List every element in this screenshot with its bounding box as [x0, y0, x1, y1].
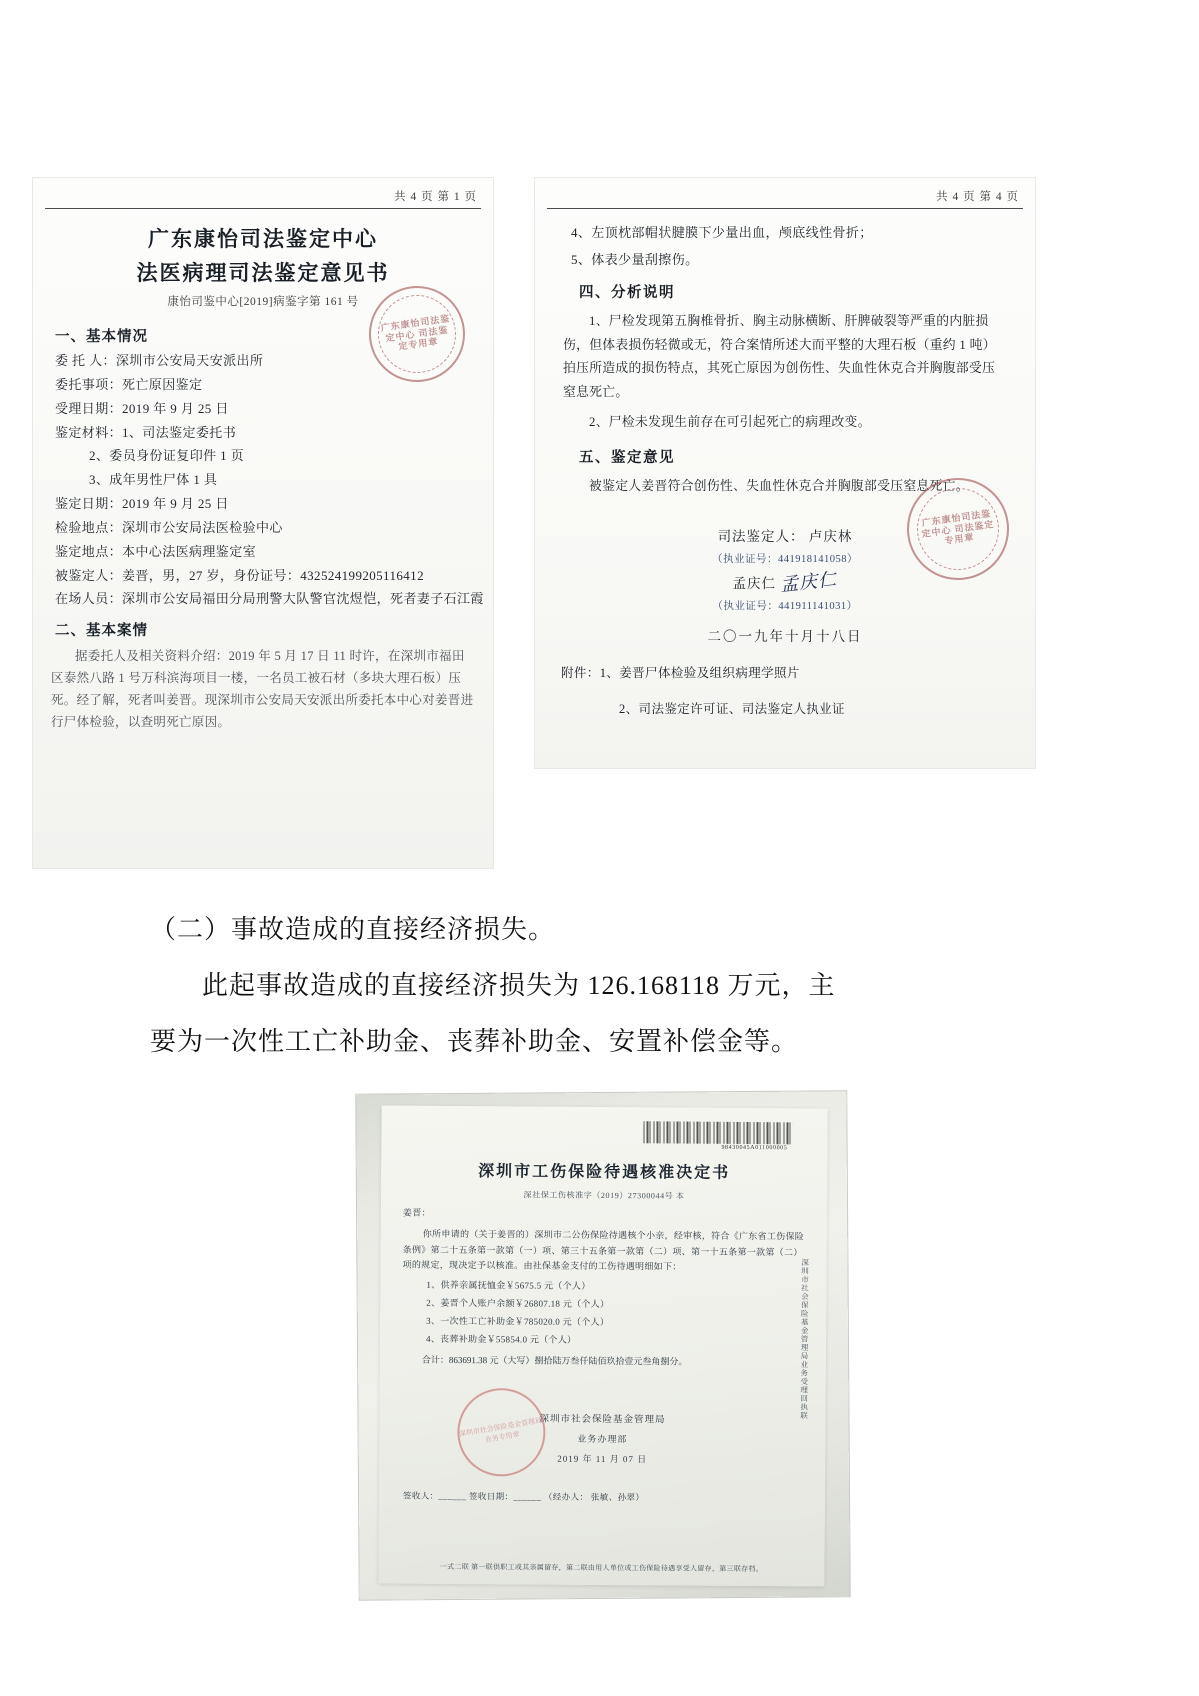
decision-letter-title: 深圳市工伤保险待遇核准决定书	[478, 1163, 731, 1182]
signer-name-2	[535, 568, 1035, 594]
issuing-department: 业务办理部	[577, 1434, 628, 1445]
section-heading-analysis: 四、分析说明	[579, 285, 675, 301]
decision-letter-page	[378, 1105, 827, 1586]
report-title-line2: 法医病理司法鉴定意见书	[136, 261, 390, 285]
social-insurance-seal-icon	[451, 1382, 552, 1483]
report-date: 二〇一九年十月十八日	[707, 629, 863, 645]
benefit-item-1: 1、供养亲属抚恤金￥5675.5 元（个人）	[426, 1279, 591, 1292]
receipt-fields: 签收人：______ 签收日期：______ （经办人： 张敏、孙翠）	[402, 1491, 645, 1503]
case-facts-paragraph: 据委托人及相关资料介绍：2019 年 5 月 17 日 11 时许，在深圳市福田区泰然八路 1 号万科滨海项目一楼，一名员工被石材（多块大理石板）压死。经了解，死者叫姜晋。现深圳市公安局天安派出所委托本中心对姜晋进行尸体检验，以查明死亡原因。	[51, 649, 474, 729]
benefit-item-4: 4、丧葬补助金￥55854.0 元（个人）	[426, 1333, 577, 1346]
field-materials: 鉴定材料：1、司法鉴定委托书	[55, 424, 237, 440]
scan-page-1	[33, 178, 493, 868]
benefit-item-2: 2、姜晋个人账户余额￥26807.18 元（个人）	[426, 1297, 610, 1310]
field-subject: 被鉴定人：姜晋，男，27 岁，身份证号：432524199205116412	[55, 567, 424, 583]
finding-item-4: 4、左顶枕部帽状腱膜下少量出血，颅底线性骨折；	[571, 225, 873, 240]
seal-inner-text-right: 广东康怡司法鉴定中心 司法鉴定专用章	[911, 482, 1004, 575]
photo-of-decision-letter	[356, 1091, 850, 1599]
report-doc-code: 康怡司鉴中心[2019]病鉴字第 161 号	[167, 296, 359, 308]
body-heading: （二）事故造成的直接经济损失。	[150, 915, 556, 944]
page-1-header: 共 4 页 第 1 页	[394, 191, 477, 203]
field-accept-date: 受理日期：2019 年 9 月 25 日	[55, 400, 229, 416]
page-4-header: 共 4 页 第 4 页	[936, 191, 1019, 203]
social-insurance-seal-text: 深圳市社会保险基金管理局 业务专用章	[458, 1416, 543, 1445]
attachment-item-1: 附件：1、姜晋尸体检验及组织病理学照片	[561, 666, 800, 681]
decision-letter-footer-note: 一式二联 第一联供职工或其亲属留存，第二联由用人单位或工伤保险待遇享受人留存，第三联存档。	[439, 1562, 764, 1574]
vertical-side-note: 深圳市社会保险基金管理局业务受理回执联	[799, 1258, 810, 1420]
body-paragraph-2: 要为一次性工亡补助金、丧葬补助金、安置补偿金等。	[150, 1026, 799, 1056]
analysis-paragraph-2: 2、尸检未发现生前存在可引起死亡的病理改变。	[589, 414, 871, 429]
field-appraisal-place: 鉴定地点：本中心法医病理鉴定室	[55, 543, 257, 559]
report-title-line1: 广东康怡司法鉴定中心	[148, 227, 378, 251]
decision-letter-code: 深社保工伤核准字（2019）27300044号 本	[523, 1190, 685, 1201]
finding-item-5: 5、体表少量刮擦伤。	[571, 251, 699, 267]
scanned-documents-row	[33, 178, 1063, 868]
scan-page-4	[535, 178, 1035, 768]
field-present-persons: 在场人员：深圳市公安局福田分局刑警大队警官沈煜恺，死者妻子石江霞	[55, 591, 484, 607]
report-body-text	[150, 905, 1050, 1073]
decision-letter-body: 你所申请的（关于姜晋的）深圳市二公伤保险待遇核个小亲，经审核，符合《广东省工伤保险条例》第二十五条第一款第（一）项、第三十五条第一款第（二）项、第一十五条第一款第（二）项的规定，现决定予以核准。由社保基金支付的工伤待遇明细如下：	[402, 1229, 805, 1272]
body-paragraph-1: 此起事故造成的直接经济损失为 126.168118 万元，主	[202, 970, 836, 1000]
header-divider-right	[547, 208, 1023, 209]
field-appraisal-date: 鉴定日期：2019 年 9 月 25 日	[55, 496, 229, 512]
benefit-item-3: 3、一次性工亡补助金￥785020.0 元（个人）	[426, 1315, 610, 1328]
seal-inner-text: 广东康怡司法鉴定中心 司法鉴定专用章	[373, 290, 461, 378]
benefit-total: 合计：863691.38 元（大写）捌拾陆万叁仟陆佰玖拾壹元叁角捌分。	[421, 1354, 688, 1367]
decision-letter-addressee: 姜晋：	[402, 1207, 431, 1218]
field-client: 委 托 人：深圳市公安局天安派出所	[55, 353, 264, 368]
field-materials-3: 3、成年男性尸体 1 具	[89, 472, 218, 488]
issuing-date: 2019 年 11 月 07 日	[557, 1454, 648, 1465]
section-heading-opinion: 五、鉴定意见	[579, 450, 675, 467]
handwritten-signature-icon: 孟庆仁	[779, 569, 839, 596]
attachment-item-2: 2、司法鉴定许可证、司法鉴定人执业证	[619, 702, 845, 717]
issuing-organization: 深圳市社会保险基金管理局	[539, 1415, 666, 1426]
field-exam-place: 检验地点：深圳市公安局法医检验中心	[55, 519, 283, 535]
license-number-1: （执业证号：441918141058）	[712, 554, 858, 566]
section-heading-case-facts: 二、基本案情	[55, 623, 148, 640]
section-heading-basic-info: 一、基本情况	[55, 329, 148, 345]
header-divider	[45, 208, 481, 209]
field-matter: 委托事项：死亡原因鉴定	[55, 376, 203, 392]
opinion-paragraph: 被鉴定人姜晋符合创伤性、失血性休克合并胸腹部受压窒息死亡。	[589, 479, 969, 494]
barcode-icon	[643, 1121, 793, 1144]
signer-name-2-text: 孟庆仁	[732, 576, 777, 592]
license-number-2: （执业证号：441911141031）	[712, 601, 858, 613]
barcode-number: 98430045A011000005	[721, 1144, 788, 1152]
analysis-paragraph-1: 1、尸检发现第五胸椎骨折、胸主动脉横断、肝脾破裂等严重的内脏损伤，但体表损伤轻微或无，符合案情所述大而平整的大理石板（重约 1 吨）拍压所造成的损伤特点，其死亡原因为创伤性、失血性休克合并胸腹部受压窒息死亡。	[563, 314, 996, 400]
signer-label: 司法鉴定人： 卢庆林	[717, 529, 853, 545]
field-materials-2: 2、委员身份证复印件 1 页	[89, 448, 245, 464]
